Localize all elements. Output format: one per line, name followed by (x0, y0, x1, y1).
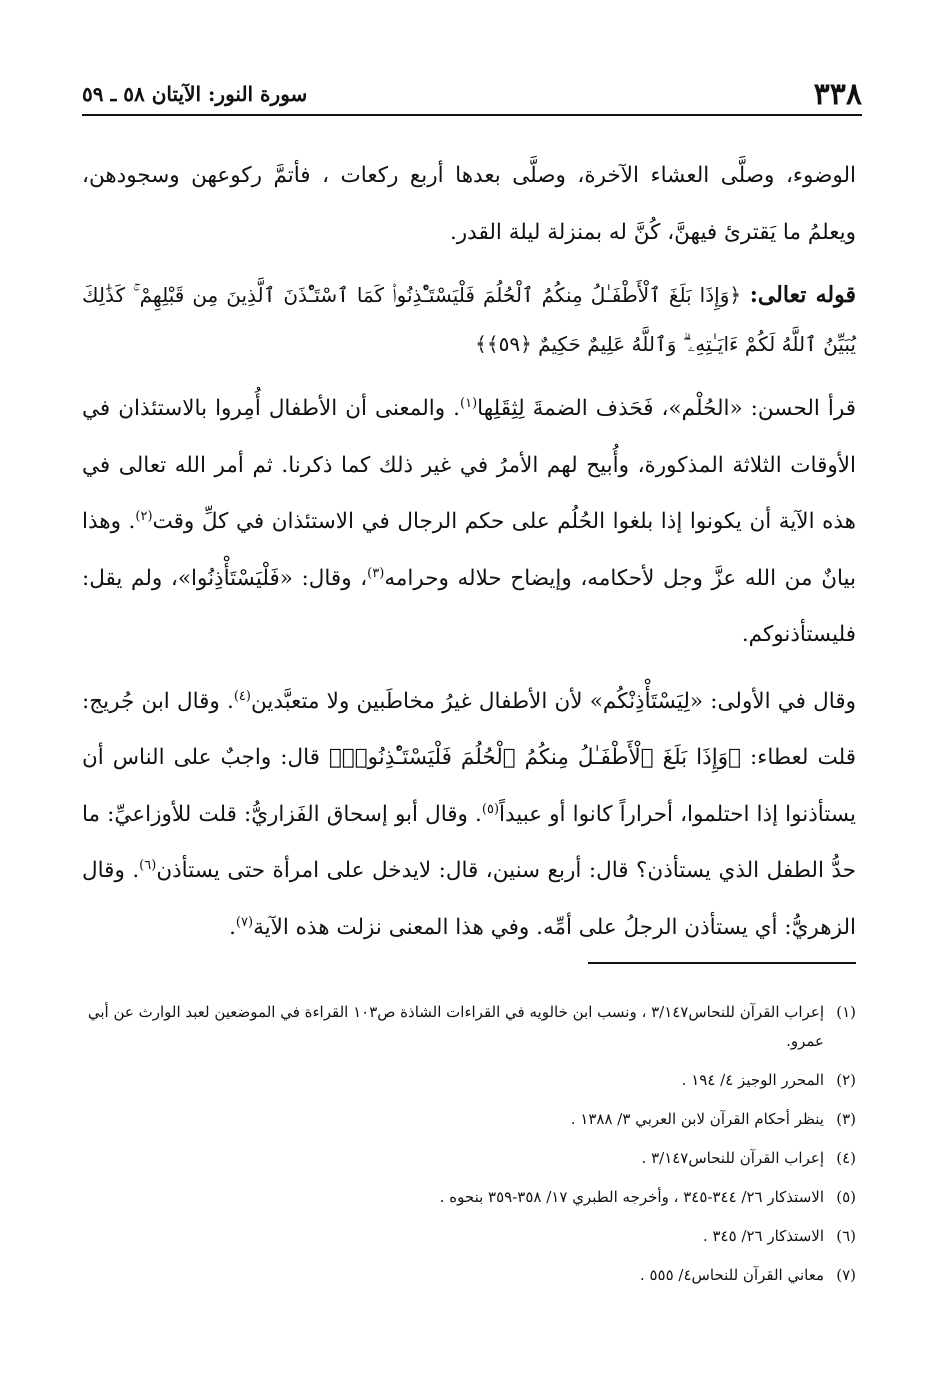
footnote-ref-3[interactable]: (٣) (367, 565, 385, 581)
footnote-3 (82, 1105, 856, 1134)
footnote-number: (٤) (836, 1149, 856, 1167)
quran-verse: ﴿وَإِذَا بَلَغَ ٱلْأَطْفَـٰلُ مِنكُمُ ٱلْحُلُمَ فَلْيَسْتَـْٔذِنُوا۟ كَمَا ٱسْتَـْٔذَنَ ٱلَّذِينَ مِن قَبْلِهِمْ ۚ كَذَٰلِكَ يُبَيِّنُ ٱللَّهُ لَكُمْ ءَايَـٰتِهِۦ ۗ وَٱللَّهُ عَلِيمٌ حَكِيمٌ ﴿٥٩﴾﴾ (82, 283, 856, 356)
footnote-5 (82, 1183, 856, 1212)
footnote-number: (٣) (836, 1110, 856, 1128)
paragraph-2 (82, 381, 856, 664)
footnote-ref-1[interactable]: (١) (460, 395, 478, 411)
footnote-number: (٦) (836, 1227, 856, 1245)
footnote-text: إعراب القرآن للنحاس٣/١٤٧ . (641, 1149, 824, 1167)
page-number: ٣٣٨ (813, 76, 862, 112)
footnote-2 (82, 1066, 856, 1095)
footnote-number: (٢) (836, 1071, 856, 1089)
footnote-text: إعراب القرآن للنحاس٣/١٤٧ ، ونسب ابن خالويه في القراءات الشاذة ص١٠٣ القراءة في الموضعين لعبد الوارث عن أبي عمرو. (87, 1003, 824, 1050)
surah-title: سورة النور: الآيتان ٥٨ ـ ٥٩ (82, 82, 308, 106)
footnote-text: الاستذكار ٢٦/ ٣٤٥ . (702, 1227, 824, 1245)
main-text (82, 148, 856, 966)
footnote-1 (82, 998, 856, 1056)
footnote-text: المحرر الوجيز ٤/ ١٩٤ . (681, 1071, 824, 1089)
footnote-4 (82, 1144, 856, 1173)
footnote-ref-2[interactable]: (٢) (135, 508, 153, 524)
footnote-number: (٥) (836, 1188, 856, 1206)
paragraph-3-part-c: . وقال أبو إسحاق الفَزاريُّ: قلت للأوزاعيِّ: ما حدُّ الطفل الذي يستأذن؟ قال: أربع سنين، قال: لايدخل على امرأة حتى يستأذن (82, 801, 856, 883)
paragraph-1: الوضوء، وصلَّى العشاء الآخرة، وصلَّى بعدها أربع ركعات ، فأتمَّ ركوعهن وسجودهن، ويعلمُ ما يَقترئ فيهنَّ، كُنَّ له بمنزلة ليلة القدر. (82, 163, 856, 245)
footnote-number: (٧) (836, 1266, 856, 1284)
paragraph-2-part-c: . وهذا بيانٌ من الله عزَّ وجل لأحكامه، وإيضاح حلاله وحرامه (82, 509, 857, 591)
footnote-text: معاني القرآن للنحاس٤/ ٥٥٥ . (639, 1266, 824, 1284)
footnote-ref-6[interactable]: (٦) (139, 857, 157, 873)
footnote-6 (82, 1222, 856, 1251)
paragraph-3 (82, 674, 856, 957)
paragraph-2-part-a: قرأ الحسن: «الحُلْم»، فَحَذف الضمةَ لِثِقَلِها (477, 396, 856, 421)
page-header (82, 74, 862, 116)
footnote-ref-4[interactable]: (٤) (233, 688, 251, 704)
verse-intro: قوله تعالى: (749, 282, 856, 308)
verse-paragraph (82, 271, 856, 369)
paragraph-3-part-a: وقال في الأولى: «لِيَسْتَأْذِنْكُم» لأن الأطفال غيرُ مخاطَبين ولا متعبَّدين (250, 688, 856, 714)
paragraph-3-part-e: . (229, 914, 236, 940)
footnote-text: الاستذكار ٢٦/ ٣٤٤-٣٤٥ ، وأخرجه الطبري ١٧/ ٣٥٨-٣٥٩ بنحوه . (439, 1188, 824, 1206)
paragraph-2-part-d: ، وقال: «فَلْيَسْتَأْذِنُوا»، ولم يقل: فليستأذنوكم. (82, 565, 856, 647)
footnote-number: (١) (836, 1003, 856, 1021)
paragraph-3-part-b: . وقال ابن جُريج: قلت لعطاء: ﴿وَإِذَا بَلَغَ ٱلْأَطْفَـٰلُ مِنكُمُ ٱلْحُلُمَ فَلْيَسْتَـْٔذِنُوا۟﴾ قال: واجبٌ على الناس أن يستأذنوا إذا احتلموا، أحراراً كانوا أو عبيداً (82, 688, 856, 827)
footnote-7 (82, 1261, 856, 1290)
footnote-ref-7[interactable]: (٧) (235, 914, 254, 930)
footnote-text: ينظر أحكام القرآن لابن العربي ٣/ ١٣٨٨ . (570, 1110, 824, 1128)
footnote-divider (588, 962, 856, 964)
footnote-ref-5[interactable]: (٥) (481, 801, 500, 817)
footnotes (82, 998, 856, 1300)
paragraph-3-part-d: . وقال الزهريُّ: أي يستأذن الرجلُ على أمِّه. وفي هذا المعنى نزلت هذه الآية (82, 858, 856, 940)
paragraph-2-part-b: . والمعنى أن الأطفال أُمِروا بالاستئذان في الأوقات الثلاثة المذكورة، وأُبيح لهم الأمرُ في غير ذلك كما ذكرنا. ثم أمر الله تعالى في هذه الآية أن يكونوا إذا بلغوا الحُلُم على حكم الرجال في الاستئذان في كلِّ وقت (82, 396, 856, 534)
